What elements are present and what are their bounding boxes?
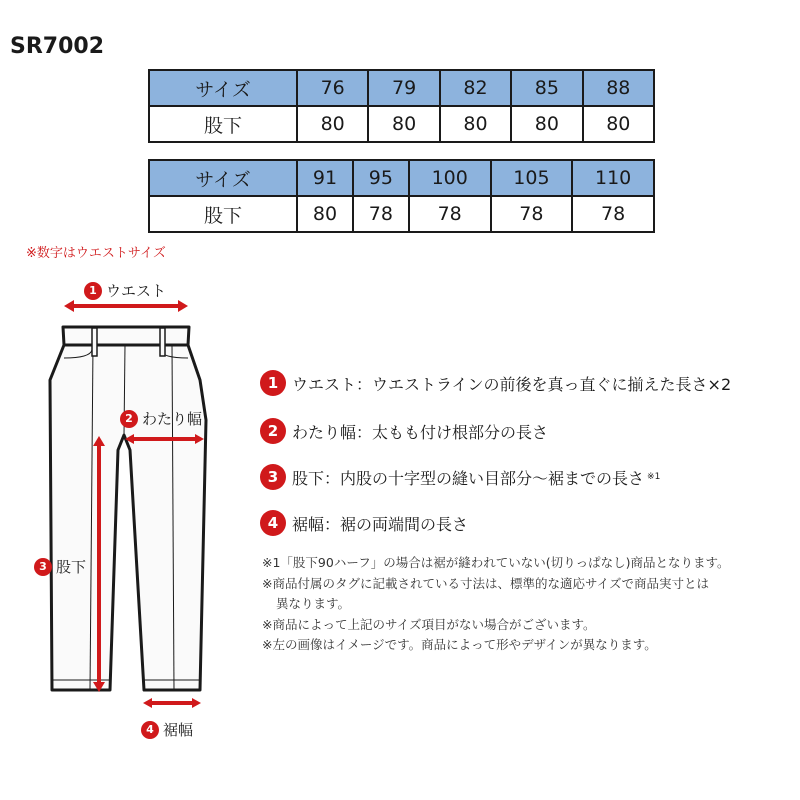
badge-3-icon: 3: [260, 464, 286, 490]
product-code: SR7002: [10, 34, 105, 59]
size-cell: 88: [583, 70, 654, 106]
legend-desc: ：裾の両端間の長さ: [324, 514, 469, 534]
footnote: ※左の画像はイメージです。商品によって形やデザインが異なります。: [262, 637, 657, 652]
legend-item-inseam: [260, 464, 660, 490]
legend-desc: ：太もも付け根部分の長さ: [356, 422, 549, 442]
legend-term: わたり幅: [292, 422, 357, 442]
thigh-label: [120, 408, 202, 429]
legend-term: 裾幅: [292, 514, 325, 534]
thigh-label-text: わたり幅: [142, 410, 203, 428]
hem-label-text: 裾幅: [163, 721, 194, 739]
size-cell: 95: [353, 160, 409, 196]
badge-4-icon: 4: [260, 510, 286, 536]
legend-item-thigh: [260, 418, 548, 444]
badge-2-icon: 2: [120, 410, 138, 428]
hem-label: [141, 719, 193, 740]
size-cell: 76: [297, 70, 368, 106]
size-cell: 79: [368, 70, 439, 106]
inseam-cell: 78: [353, 196, 409, 232]
size-table-1: [148, 69, 655, 143]
badge-3-icon: 3: [34, 558, 52, 576]
legend-item-waist: [260, 370, 731, 396]
inseam-cell: 80: [297, 196, 353, 232]
pants-diagram: [0, 270, 240, 750]
pants-outline: [50, 327, 206, 690]
size-row: [149, 70, 654, 106]
badge-1-icon: 1: [260, 370, 286, 396]
inseam-cell: 78: [409, 196, 491, 232]
badge-2-icon: 2: [260, 418, 286, 444]
inseam-cell: 80: [440, 106, 511, 142]
legend-term: ウエスト: [292, 374, 357, 394]
size-header: サイズ: [149, 160, 297, 196]
footnote: ※商品によって上記のサイズ項目がない場合がございます。: [262, 616, 596, 632]
size-cell: 100: [409, 160, 491, 196]
badge-1-icon: 1: [84, 282, 102, 300]
inseam-label-text: 股下: [56, 558, 87, 576]
size-cell: 110: [572, 160, 654, 196]
inseam-header: 股下: [149, 196, 297, 232]
size-table-2: [148, 159, 655, 233]
inseam-cell: 80: [368, 106, 439, 142]
legend-desc: ：ウエストラインの前後を真っ直ぐに揃えた長さ×2: [356, 374, 732, 394]
size-header: サイズ: [149, 70, 297, 106]
inseam-cell: 80: [511, 106, 582, 142]
size-cell: 85: [511, 70, 582, 106]
footnote: ※商品付属のタグに記載されている寸法は、標準的な適応サイズで商品実寸とは: [262, 575, 709, 591]
inseam-cell: 80: [297, 106, 368, 142]
footnotes: [262, 553, 782, 656]
waist-label-text: ウエスト: [106, 282, 167, 300]
badge-4-icon: 4: [141, 721, 159, 739]
footnote: 異なります。: [276, 596, 351, 611]
size-row: [149, 160, 654, 196]
size-note: ※数字はウエストサイズ: [26, 246, 166, 261]
inseam-cell: 78: [491, 196, 573, 232]
legend-item-hem: [260, 510, 468, 536]
legend-term: 股下: [292, 468, 325, 488]
waist-label: [84, 280, 166, 301]
inseam-header: 股下: [149, 106, 297, 142]
size-cell: 105: [491, 160, 573, 196]
size-cell: 91: [297, 160, 353, 196]
size-cell: 82: [440, 70, 511, 106]
inseam-row: [149, 196, 654, 232]
inseam-cell: 80: [583, 106, 654, 142]
inseam-row: [149, 106, 654, 142]
inseam-cell: 78: [572, 196, 654, 232]
legend-desc: ：内股の十字型の縫い目部分～裾までの長さ: [324, 468, 645, 488]
footnote: ※1「股下90ハーフ」の場合は裾が縫われていない(切りっぱなし)商品となります。: [262, 555, 730, 570]
inseam-label: [34, 556, 86, 577]
legend-footnote-ref: ※1: [647, 472, 661, 482]
